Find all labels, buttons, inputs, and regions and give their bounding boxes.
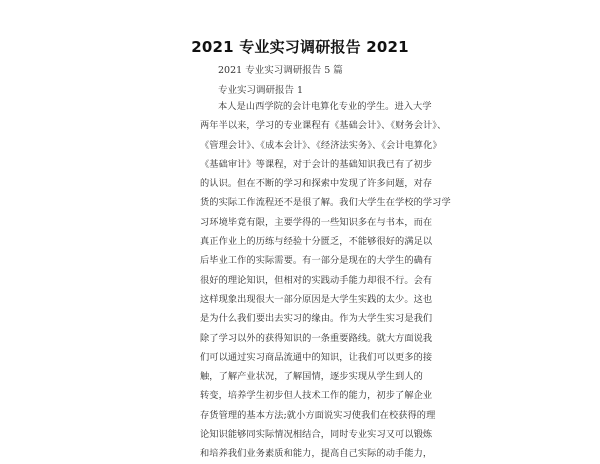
body-line: 很好的理论知识，但相对的实践动手能力却很不行。会有 <box>200 274 433 286</box>
section-heading: 专业实习调研报告 1 <box>218 85 304 96</box>
body-line: 习环境毕竟有限，主要学得的一些知识多在与书本，而在 <box>200 216 433 228</box>
body-line: 除了学习以外的获得知识的一条重要路线。就大方面说我 <box>200 332 433 344</box>
body-line: 本人是山西学院的会计电算化专业的学生。进入大学 <box>218 101 432 112</box>
body-line: 们可以通过实习商品流通中的知识，让我们可以更多的接 <box>200 351 433 363</box>
body-line: 是为什么我们要出去实习的缘由。作为大学生实习是我们 <box>200 313 433 325</box>
body-line: 《管理会计》、《成本会计》、《经济法实务》、《会计电算化》 <box>200 139 442 151</box>
body-line: 真正作业上的历练与经验十分匮乏，不能够很好的满足以 <box>200 236 433 248</box>
body-line: 论知识能够同实际情况相结合，同时专业实习又可以锻炼 <box>200 429 433 441</box>
body-line: 后毕业工作的实际需要。有一部分是现在的大学生的确有 <box>200 255 433 267</box>
body-line: 两年半以来，学习的专业课程有《基础会计》、《财务会计》、 <box>200 120 447 132</box>
body-line: 转变，培养学生初步但人技术工作的能力，初步了解企业 <box>200 390 433 402</box>
body-line: 触，了解产业状况，了解国情，逐步实现从学生到人的 <box>200 371 423 383</box>
body-line: 《基础审计》等课程，对于会计的基础知识我已有了初步 <box>200 158 433 170</box>
body-line: 存货管理的基本方法;就小方面说实习使我们在校获得的理 <box>200 409 436 421</box>
document-title: 2021 专业实习调研报告 2021 <box>191 38 409 56</box>
body-line: 和培养我们业务素质和能力，提高自己实际的动手能力， <box>200 448 433 460</box>
body-line: 的认识。但在不断的学习和探索中发现了许多问题，对存 <box>200 178 433 190</box>
document-subtitle: 2021 专业实习调研报告 5 篇 <box>218 65 343 76</box>
body-text <box>200 97 451 464</box>
body-line: 这样现象出现很大一部分原因是大学生实践的太少。这也 <box>200 293 433 305</box>
body-line: 货的实际工作流程还不是很了解。我们大学生在学校的学习学 <box>200 197 451 209</box>
